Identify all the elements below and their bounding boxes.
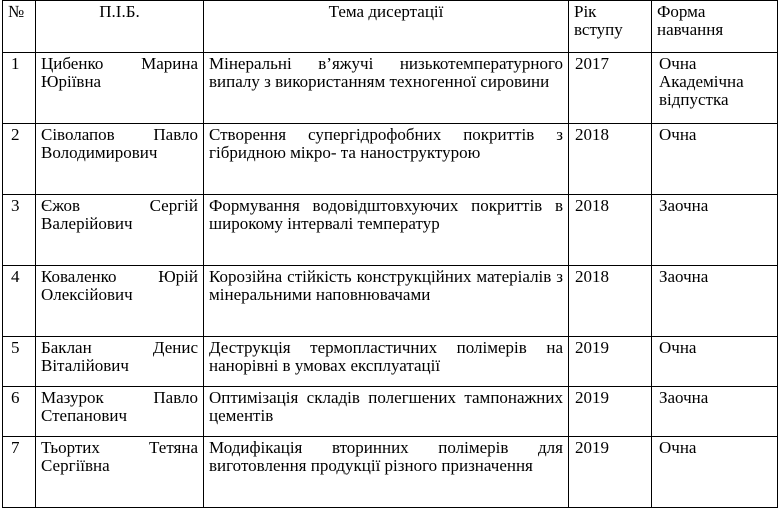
cell-form [652,195,778,266]
header-num: № [3,1,36,53]
table-header [3,1,778,53]
cell-theme: Модифікація вторинних полімерів для виготовлення продукції різного призначення [204,437,569,508]
cell-year: 2018 [569,124,652,195]
cell-form-line: Очна [659,338,697,357]
table-row [3,337,778,387]
cell-theme: Корозійна стійкість конструкційних матеріалів з мінеральними наповнювачами [204,266,569,337]
cell-name: Цибенко Марина Юріївна [36,53,204,124]
table-row [3,387,778,437]
dissertations-table [2,0,778,508]
cell-name: Мазурок Павло Степанович [36,387,204,437]
cell-num: 3 [3,195,36,266]
cell-year: 2017 [569,53,652,124]
cell-year: 2018 [569,195,652,266]
cell-name: Сіволапов Павло Володимирович [36,124,204,195]
cell-name: Єжов Сергій Валерійович [36,195,204,266]
header-form [652,1,778,53]
cell-form-line: Заочна [659,267,709,286]
cell-theme: Деструкція термопластичних полімерів на нанорівні в умовах експлуатації [204,337,569,387]
table-row [3,195,778,266]
header-form-line: навчання [657,20,724,39]
cell-theme: Формування водовідштовхуючих покриттів в широкому інтервалі температур [204,195,569,266]
cell-name: Коваленко Юрій Олексійович [36,266,204,337]
cell-form-line: Академічна [659,72,744,91]
cell-theme: Мінеральні в’яжучі низькотемпературного випалу з використанням техногенної сировини [204,53,569,124]
cell-year: 2019 [569,437,652,508]
cell-form [652,266,778,337]
cell-form-line: Очна [659,125,697,144]
cell-num: 4 [3,266,36,337]
cell-num: 2 [3,124,36,195]
cell-form [652,124,778,195]
header-year-line: Рік [574,2,597,21]
cell-form-line: Заочна [659,196,709,215]
cell-form-line: Очна [659,438,697,457]
table-row [3,124,778,195]
cell-num: 6 [3,387,36,437]
cell-form [652,337,778,387]
table-row [3,266,778,337]
cell-form-line: Заочна [659,388,709,407]
header-name: П.І.Б. [36,1,204,53]
header-year [569,1,652,53]
cell-year: 2018 [569,266,652,337]
table-body [3,53,778,508]
cell-form-line: відпустка [659,90,729,109]
header-theme: Тема дисертації [204,1,569,53]
cell-theme: Оптимізація складів полегшених тампонажних цементів [204,387,569,437]
cell-name: Баклан Денис Віталійович [36,337,204,387]
header-row [3,1,778,53]
header-form-line: Форма [657,2,706,21]
cell-form [652,53,778,124]
cell-num: 7 [3,437,36,508]
cell-theme: Створення супергідрофобних покриттів з гібридною мікро- та наноструктурою [204,124,569,195]
header-year-line: вступу [574,20,623,39]
cell-name: Тьортих Тетяна Сергіївна [36,437,204,508]
cell-year: 2019 [569,387,652,437]
table-row [3,53,778,124]
cell-form [652,437,778,508]
cell-form-line: Очна [659,54,697,73]
cell-form [652,387,778,437]
cell-num: 5 [3,337,36,387]
table-row [3,437,778,508]
cell-year: 2019 [569,337,652,387]
cell-num: 1 [3,53,36,124]
